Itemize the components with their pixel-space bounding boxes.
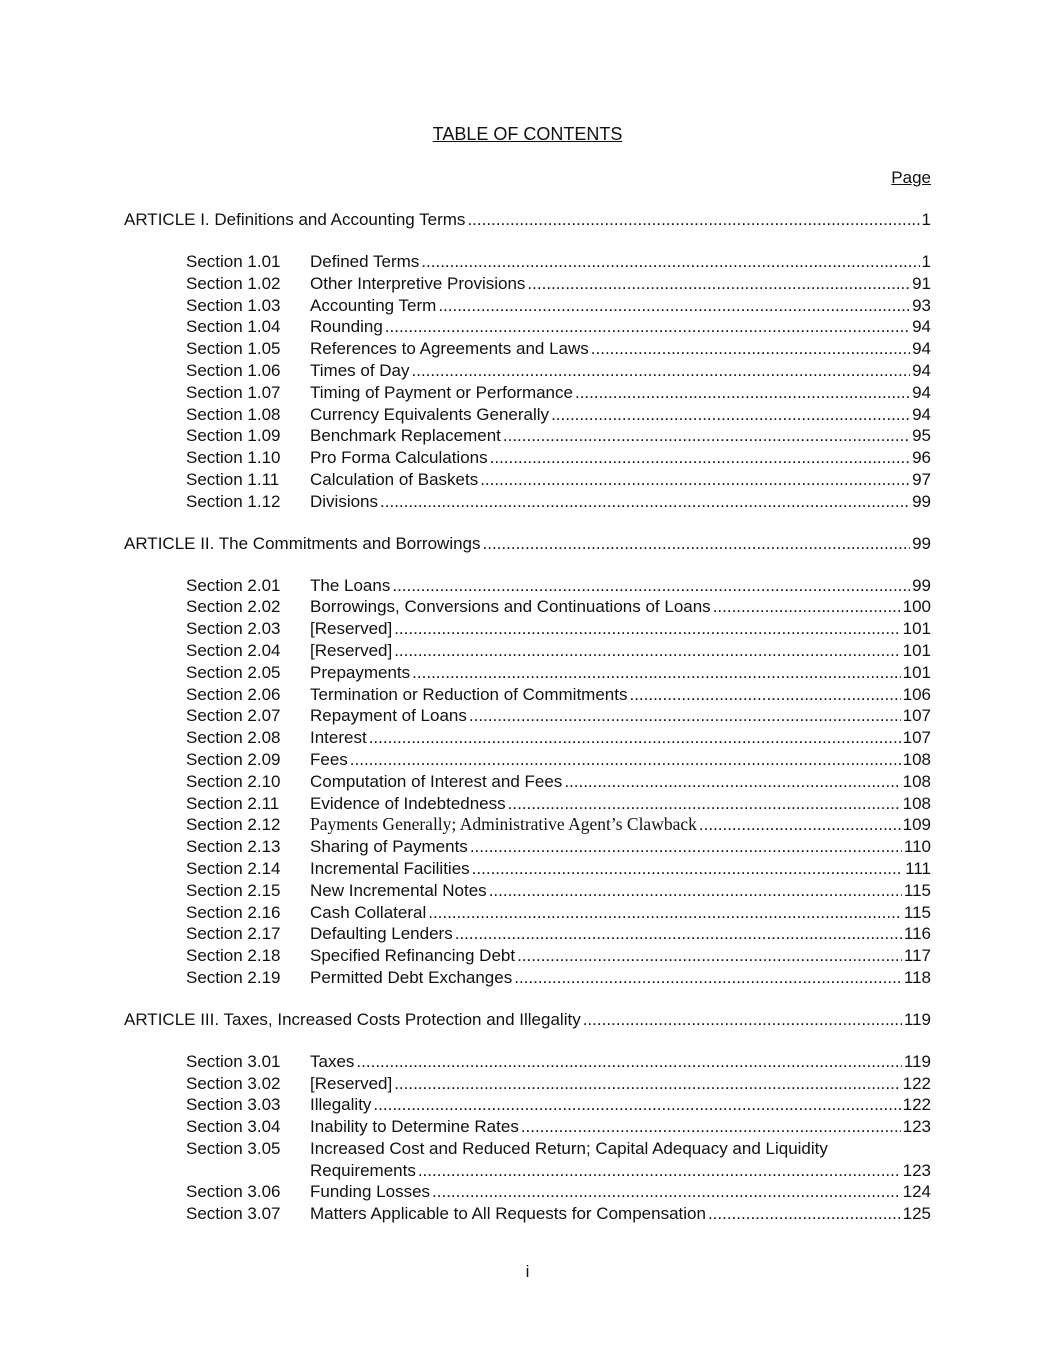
section-entry[interactable] <box>124 684 931 706</box>
section-entry[interactable] <box>124 923 931 945</box>
dot-leader <box>394 618 900 640</box>
dot-leader <box>575 382 910 404</box>
section-entry[interactable] <box>124 771 931 793</box>
section-number: Section 1.06 <box>186 360 281 380</box>
section-page-number: 101 <box>902 619 931 639</box>
section-page-number: 115 <box>903 880 931 900</box>
section-title: Computation of Interest and Fees <box>310 771 563 791</box>
section-title-column <box>310 858 931 880</box>
section-title-column <box>310 316 931 338</box>
section-title: Sharing of Payments <box>310 837 468 857</box>
section-entry[interactable] <box>124 1051 931 1073</box>
toc-article <box>124 533 931 989</box>
section-title-column <box>310 1138 931 1182</box>
section-title: Defaulting Lenders <box>310 924 453 944</box>
section-number: Section 2.10 <box>186 771 281 791</box>
section-page-number: 97 <box>912 469 931 489</box>
dot-leader <box>392 575 910 597</box>
section-number: Section 2.04 <box>186 640 281 660</box>
section-page-number: 122 <box>902 1095 931 1115</box>
section-title: Matters Applicable to All Requests for Compensation <box>310 1204 706 1224</box>
section-number: Section 2.16 <box>186 902 281 922</box>
section-number: Section 3.02 <box>186 1073 281 1093</box>
dot-leader <box>713 596 901 618</box>
dot-leader <box>483 533 911 555</box>
section-title: Timing of Payment or Performance <box>310 382 573 402</box>
section-entry[interactable] <box>124 447 931 469</box>
section-entry[interactable] <box>124 836 931 858</box>
section-entry[interactable] <box>124 425 931 447</box>
dot-leader <box>394 1073 900 1095</box>
section-title-column <box>310 1203 931 1225</box>
section-page-number: 116 <box>903 924 931 944</box>
section-entry[interactable] <box>124 1073 931 1095</box>
section-number: Section 3.05 <box>186 1138 281 1158</box>
section-title: Fees <box>310 749 348 769</box>
section-title: Evidence of Indebtedness <box>310 793 506 813</box>
section-page-number: 124 <box>902 1182 931 1202</box>
section-page-number: 96 <box>912 448 931 468</box>
section-title: [Reserved] <box>310 1073 393 1093</box>
section-number: Section 1.11 <box>186 469 280 489</box>
dot-leader <box>373 1094 900 1116</box>
toc-article <box>124 209 931 513</box>
section-title: Divisions <box>310 491 379 511</box>
section-number: Section 1.02 <box>186 273 281 293</box>
section-title-column <box>310 967 931 989</box>
dot-leader <box>480 469 910 491</box>
article-page-number: 1 <box>921 210 931 229</box>
dot-leader <box>421 251 919 273</box>
section-entry[interactable] <box>124 1138 931 1182</box>
section-title-column <box>310 382 931 404</box>
section-title: Funding Losses <box>310 1182 431 1202</box>
section-title: Increased Cost and Reduced Return; Capital Adequacy and Liquidity <box>310 1138 828 1158</box>
section-entry[interactable] <box>124 793 931 815</box>
section-entry[interactable] <box>124 705 931 727</box>
section-page-number: 106 <box>902 684 931 704</box>
article-entry[interactable] <box>124 533 931 555</box>
dot-leader <box>591 338 910 360</box>
section-number: Section 2.06 <box>186 684 281 704</box>
section-entry[interactable] <box>124 618 931 640</box>
section-page-number: 94 <box>912 382 931 402</box>
page-column-header: Page <box>891 168 931 187</box>
section-title: New Incremental Notes <box>310 880 487 900</box>
article-page-number: 119 <box>903 1009 931 1029</box>
section-title: Accounting Term <box>310 295 437 315</box>
section-page-number: 100 <box>902 597 931 617</box>
section-number: Section 2.19 <box>186 967 281 987</box>
section-title-column <box>310 1094 931 1116</box>
dot-leader <box>380 491 910 513</box>
article-title: ARTICLE II. The Commitments and Borrowings <box>124 533 481 553</box>
article-title: ARTICLE III. Taxes, Increased Costs Protection and Illegality <box>124 1009 581 1029</box>
section-title: Other Interpretive Provisions <box>310 273 526 293</box>
section-title-column <box>310 923 931 945</box>
section-number: Section 2.08 <box>186 728 281 748</box>
toc-article <box>124 1009 931 1225</box>
section-title-column <box>310 618 931 640</box>
section-title-column <box>310 1116 931 1138</box>
section-entry[interactable] <box>124 858 931 880</box>
section-title-column <box>310 404 931 426</box>
article-entry[interactable] <box>124 209 931 231</box>
section-number: Section 1.08 <box>186 404 281 424</box>
dot-leader <box>521 1116 901 1138</box>
section-page-number: 122 <box>902 1073 931 1093</box>
section-title-column <box>310 705 931 727</box>
article-title: ARTICLE I. Definitions and Accounting Terms <box>124 210 466 229</box>
section-title: Inability to Determine Rates <box>310 1117 519 1137</box>
section-number: Section 2.14 <box>186 858 281 878</box>
section-page-number: 94 <box>912 404 931 424</box>
section-page-number: 108 <box>902 771 931 791</box>
section-title: The Loans <box>310 575 391 595</box>
section-title-column <box>310 575 931 597</box>
section-page-number: 94 <box>912 339 931 359</box>
section-number: Section 2.05 <box>186 662 281 682</box>
section-page-number: 108 <box>902 749 931 769</box>
section-page-number: 94 <box>912 317 931 337</box>
section-entry[interactable] <box>124 338 931 360</box>
section-title-column <box>310 1073 931 1095</box>
section-entry[interactable] <box>124 273 931 295</box>
section-title-column <box>310 945 931 967</box>
section-title-column <box>310 1051 931 1073</box>
section-title-column <box>310 360 931 382</box>
section-title-column <box>310 727 931 749</box>
section-entry[interactable] <box>124 1094 931 1116</box>
section-title-column <box>310 447 931 469</box>
dot-leader <box>369 727 901 749</box>
section-title-column <box>310 814 931 836</box>
section-entry[interactable] <box>124 404 931 426</box>
section-page-number: 109 <box>902 815 931 835</box>
section-title-column <box>310 251 931 273</box>
dot-leader <box>629 684 900 706</box>
dot-leader <box>356 1051 901 1073</box>
dot-leader <box>394 640 900 662</box>
section-page-number: 111 <box>905 858 931 878</box>
section-page-number: 117 <box>903 946 931 966</box>
section-entry[interactable] <box>124 469 931 491</box>
section-title: Pro Forma Calculations <box>310 448 488 468</box>
section-number: Section 2.01 <box>186 575 281 595</box>
section-page-number: 99 <box>912 491 931 511</box>
dot-leader <box>432 1181 901 1203</box>
section-title: Rounding <box>310 317 383 337</box>
dot-leader <box>489 880 902 902</box>
section-entry[interactable] <box>124 316 931 338</box>
section-title-column <box>310 880 931 902</box>
dot-leader <box>564 771 900 793</box>
section-page-number: 91 <box>912 273 931 293</box>
section-title: Calculation of Baskets <box>310 469 479 489</box>
section-number: Section 3.01 <box>186 1051 281 1071</box>
section-page-number: 118 <box>903 967 931 987</box>
section-title: Permitted Debt Exchanges <box>310 967 513 987</box>
section-title-column <box>310 295 931 317</box>
dot-leader <box>418 1160 901 1182</box>
section-title: Specified Refinancing Debt <box>310 946 516 966</box>
section-number: Section 1.03 <box>186 295 281 315</box>
dot-leader <box>551 404 910 426</box>
section-page-number: 108 <box>902 793 931 813</box>
dot-leader <box>708 1203 901 1225</box>
section-title-column <box>310 684 931 706</box>
section-title: Interest <box>310 728 367 748</box>
dot-leader <box>583 1009 902 1031</box>
section-number: Section 2.02 <box>186 597 281 617</box>
section-page-number: 1 <box>921 252 931 271</box>
section-entry[interactable] <box>124 640 931 662</box>
section-title-column <box>310 596 931 618</box>
section-title: Termination or Reduction of Commitments <box>310 684 628 704</box>
section-title-column <box>310 425 931 447</box>
toc-title: TABLE OF CONTENTS <box>432 124 623 144</box>
page-number-footer: i <box>525 1262 530 1281</box>
section-number: Section 1.01 <box>186 252 281 271</box>
dot-leader <box>699 814 901 836</box>
section-entry[interactable] <box>124 967 931 989</box>
section-title: Benchmark Replacement <box>310 426 501 446</box>
section-title-column <box>310 1181 931 1203</box>
section-entry[interactable] <box>124 1203 931 1225</box>
section-title-column <box>310 273 931 295</box>
section-title: Illegality <box>310 1095 372 1115</box>
dot-leader <box>503 425 910 447</box>
section-title-column <box>310 836 931 858</box>
dot-leader <box>412 360 911 382</box>
section-title: Currency Equivalents Generally <box>310 404 550 424</box>
dot-leader <box>472 858 903 880</box>
section-page-number: 101 <box>902 662 931 682</box>
section-title: Prepayments <box>310 662 411 682</box>
section-entry[interactable] <box>124 1116 931 1138</box>
toc-body <box>124 209 931 1245</box>
article-page-number: 99 <box>912 533 931 553</box>
section-number: Section 2.11 <box>186 793 280 813</box>
section-number: Section 1.07 <box>186 382 281 402</box>
section-page-number: 123 <box>902 1160 931 1180</box>
section-title: [Reserved] <box>310 640 393 660</box>
dot-leader <box>527 273 910 295</box>
dot-leader <box>517 945 902 967</box>
section-number: Section 2.09 <box>186 749 281 769</box>
dot-leader <box>514 967 902 989</box>
section-title: Defined Terms <box>310 252 420 271</box>
section-entry[interactable] <box>124 251 931 273</box>
section-title-continued: Requirements <box>310 1160 416 1180</box>
section-page-number: 107 <box>902 728 931 748</box>
section-entry[interactable] <box>124 902 931 924</box>
section-number: Section 3.07 <box>186 1204 281 1224</box>
dot-leader <box>455 923 902 945</box>
section-page-number: 101 <box>902 640 931 660</box>
section-title-column <box>310 469 931 491</box>
section-title: Times of Day <box>310 360 410 380</box>
section-number: Section 2.17 <box>186 924 281 944</box>
section-number: Section 3.03 <box>186 1095 281 1115</box>
dot-leader <box>508 793 901 815</box>
section-title: Repayment of Loans <box>310 706 467 726</box>
section-title-column <box>310 902 931 924</box>
section-title: References to Agreements and Laws <box>310 339 589 359</box>
section-entry[interactable] <box>124 382 931 404</box>
section-page-number: 123 <box>902 1117 931 1137</box>
dot-leader <box>350 749 901 771</box>
section-number: Section 1.09 <box>186 426 281 446</box>
section-page-number: 115 <box>903 902 931 922</box>
section-title: Taxes <box>310 1051 355 1071</box>
section-entry[interactable] <box>124 1181 931 1203</box>
section-page-number: 110 <box>903 837 931 857</box>
section-page-number: 119 <box>903 1051 931 1071</box>
section-entry[interactable] <box>124 662 931 684</box>
section-entry[interactable] <box>124 749 931 771</box>
section-number: Section 3.04 <box>186 1117 281 1137</box>
section-entry[interactable] <box>124 491 931 513</box>
dot-leader <box>438 295 910 317</box>
section-title-column <box>310 491 931 513</box>
section-title-column <box>310 338 931 360</box>
dot-leader <box>469 705 901 727</box>
dot-leader <box>490 447 910 469</box>
section-page-number: 93 <box>912 295 931 315</box>
article-entry[interactable] <box>124 1009 931 1031</box>
section-number: Section 2.12 <box>186 815 281 835</box>
section-page-number: 125 <box>902 1204 931 1224</box>
dot-leader <box>412 662 900 684</box>
section-title-column <box>310 749 931 771</box>
section-entry[interactable] <box>124 727 931 749</box>
dot-leader <box>470 836 902 858</box>
section-title: Borrowings, Conversions and Continuations of Loans <box>310 597 711 617</box>
section-entry[interactable] <box>124 945 931 967</box>
section-title-column <box>310 662 931 684</box>
section-title-column <box>310 793 931 815</box>
section-entry[interactable] <box>124 360 931 382</box>
section-number: Section 2.03 <box>186 619 281 639</box>
section-entry[interactable] <box>124 575 931 597</box>
section-page-number: 94 <box>912 360 931 380</box>
section-page-number: 99 <box>912 575 931 595</box>
section-title-column <box>310 640 931 662</box>
section-number: Section 1.04 <box>186 317 281 337</box>
section-title-column <box>310 771 931 793</box>
section-title: Payments Generally; Administrative Agent’s Clawback <box>310 814 697 835</box>
section-entry[interactable] <box>124 596 931 618</box>
section-title: Incremental Facilities <box>310 858 470 878</box>
dot-leader <box>385 316 910 338</box>
section-page-number: 107 <box>902 706 931 726</box>
section-number: Section 1.12 <box>186 491 281 511</box>
section-number: Section 2.15 <box>186 880 281 900</box>
section-title: Cash Collateral <box>310 902 427 922</box>
section-entry[interactable] <box>124 295 931 317</box>
section-number: Section 2.18 <box>186 946 281 966</box>
dot-leader <box>467 209 919 231</box>
dot-leader <box>428 902 902 924</box>
section-number: Section 2.07 <box>186 706 281 726</box>
section-entry[interactable] <box>124 814 931 836</box>
section-number: Section 3.06 <box>186 1182 281 1202</box>
section-number: Section 2.13 <box>186 837 281 857</box>
section-entry[interactable] <box>124 880 931 902</box>
section-title: [Reserved] <box>310 619 393 639</box>
section-page-number: 95 <box>912 426 931 446</box>
section-number: Section 1.05 <box>186 339 281 359</box>
section-number: Section 1.10 <box>186 448 281 468</box>
